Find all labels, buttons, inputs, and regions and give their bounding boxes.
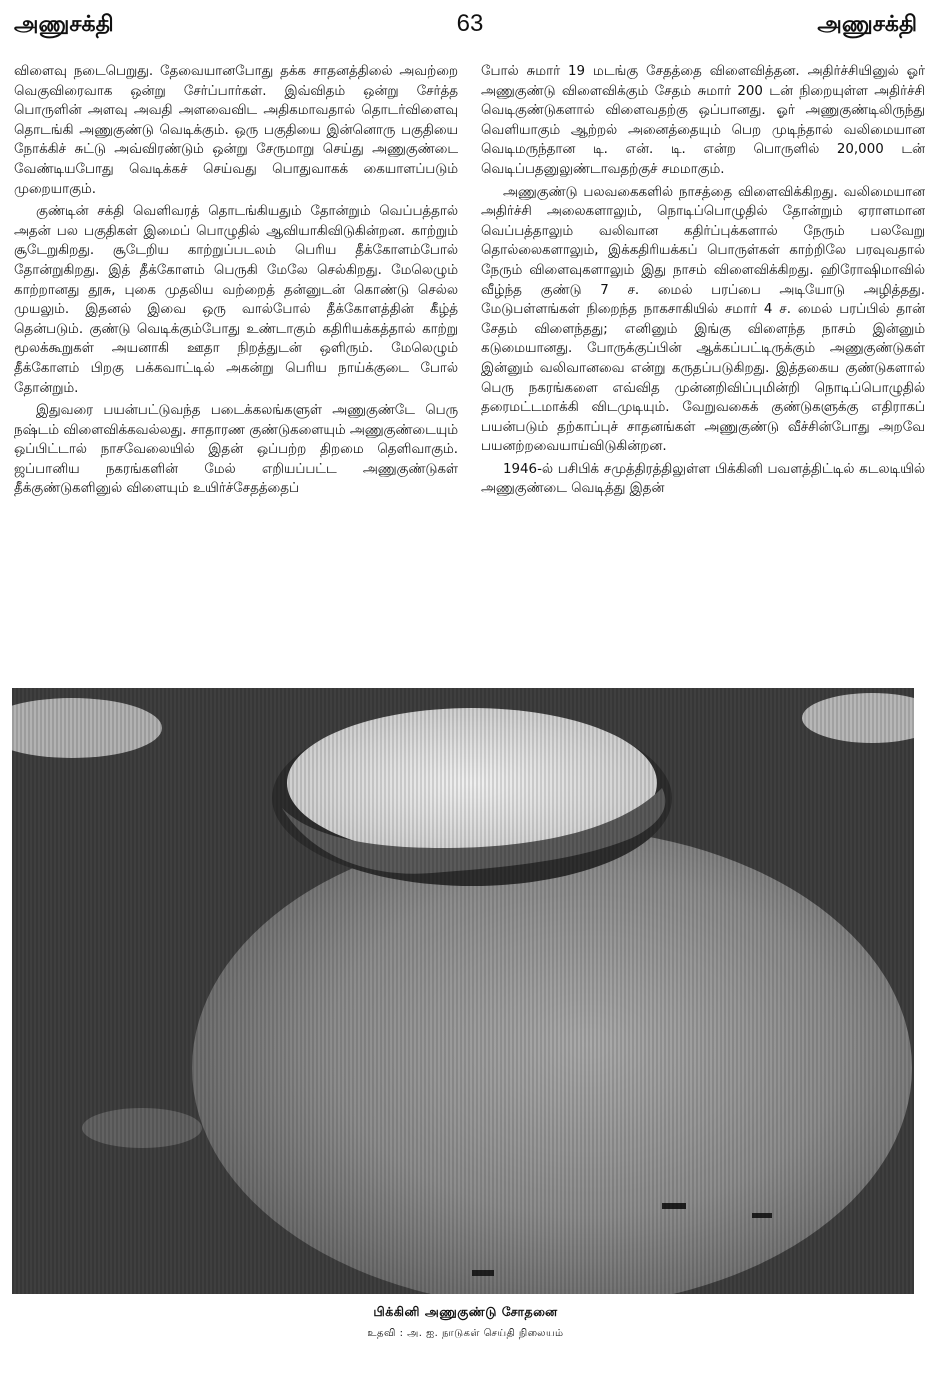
print-texture (12, 688, 914, 1294)
page-header (0, 0, 931, 60)
bikini-test-photo (12, 688, 914, 1294)
left-text-column (14, 62, 458, 667)
right-paragraph-3: 1946-ல் பசிபிக் சமுத்திரத்திலுள்ள பிக்கினி பவளத்திட்டில் கடலடியில் அணுகுண்டை வெடித்து இதன் (481, 461, 925, 497)
photo-illustration (12, 688, 914, 1294)
right-paragraph-2: அணுகுண்டு பலவகைகளில் நாசத்தை விளைவிக்கிறது. வலிமையான அதிர்ச்சி அலைகளாலும், நொடிப்பொழுதில் தோன்றும் ஏராளமான வெப்பத்தாலும் வலிவான கதிர்ப்புக்களால் நேரும் பலவேறு தொல்லைகளாலும், இக்கதிரியக்கப் பொருள்கள் காற்றிலே பரவுவதால் நேரும் விளைவுகளாலும் இது நாசம் விளைவிக்கிறது. ஹிரோஷிமாவில் வீழ்ந்த குண்டு 7 ச. மைல் பரப்பை அடியோடு அழித்தது. மேடுபள்ளங்கள் நிறைந்த நாகசாகியில் சமார் 4 ச. மைல் பரப்பில் தான் சேதம் விளைந்தது; எனினும் இங்கு விளைந்த நாசம் இன்னும் கடுமையானது. போருக்குப்பின் ஆக்கப்பட்டிருக்கும் அணுகுண்டுகள் இன்னும் வலிவானவை என்று கருதப்படுகிறது. இத்தகைய குண்டுகளால் பெரு நகரங்களை எவ்வித முன்னறிவிப்புமின்றி நொடிப்பொழுதில் தரைமட்டமாக்கி விடமுடியும். வேறுவகைக் குண்டுகளுக்கு எதிராகப் பயன்படும் தற்காப்புச் சாதனங்கள் அணுகுண்டு வீச்சின்போது அறவே பயனற்றவையாய்விடுகின்றன. (481, 184, 925, 455)
figure-credit: உதவி : அ. ஐ. நாடுகள் செய்தி நிலையம் (367, 1328, 564, 1339)
left-paragraph-2: குண்டின் சக்தி வெளிவரத் தொடங்கியதும் தோன்றும் வெப்பத்தால் அதன் பல பகுதிகள் இமைப் பொழுதில் ஆவியாகிவிடுகின்றன. காற்றும் சூடேறுகிறது. சூடேறிய காற்றுப்படலம் பெரிய தீக்கோளம்போல் தோன்றுகிறது. இத் தீக்கோளம் பெருகி மேலே செல்கிறது. மேலெழும் காற்றானது தூசு, புகை முதலிய வற்றைத் தன்னுடன் கொண்டு செல்ல முயலும். இதனல் இவை ஒரு வால்போல் தீக்கோளத்தின் கீழ்த் தென்படும். குண்டு வெடிக்கும்போது உண்டாகும் கதிரியக்கத்தால் காற்று மூலக்கூறுகள் அயனாகி ஊதா நிறத்துடன் ஒளிரும். மேலெழும் தீக்கோளம் பிறகு பக்கவாட்டில் அகன்று பெரிய நாய்க்குடை போல் தோன்றும். (14, 204, 458, 396)
page-number: 63 (456, 10, 484, 37)
left-paragraph-1: விளைவு நடைபெறுது. தேவையானபோது தக்க சாதனத்திலை் அவற்றை வெகுவிரைவாக ஒன்று சேர்ப்பார்கள். இவ்விதம் ஒன்று சேர்த்த பொருளின் அளவு அவதி அளவைவிட அதிகமாவதால் தொடர்விளைவு தொடங்கி அணுகுண்டு வெடிக்கும். ஒரு பகுதியை இன்னொரு பகுதியை நோக்கிச் சுட்டு அவ்விரண்டும் ஒன்று சேருமாறு செய்து அணுகுண்டை வேண்டியபோது வெடிக்கச் செய்வது பொதுவாகக் கையாளப்படும் முறையாகும். (14, 64, 458, 197)
right-paragraph-1: போல் சுமார் 19 மடங்கு சேதத்தை விளைவித்தன. அதிர்ச்சியினுல் ஓர் அணுகுண்டு விளைவிக்கும் சேதம் சுமார் 200 டன் நிறையுள்ள அதிர்ச்சி வெடிகுண்டுகளால் விளைவதற்கு ஒப்பானது. ஓர் அணுகுண்டிலிருந்து வெளியாகும் ஆற்றல் அனைத்தையும் பெற முடிந்தால் வலிமையான வெடிமருந்தான டி. என். டி. என்ற பொருளில் 20,000 டன் வெடிப்பதனுலுண்டாவதற்குச் சமமாகும். (481, 64, 925, 177)
left-paragraph-3: இதுவரை பயன்பட்டுவந்த படைக்கலங்களுள் அணுகுண்டே பெரு நஷ்டம் விளைவிக்கவல்லது. சாதாரண குண்டுகளையும் அணுகுண்டையும் ஒப்பிட்டால் நாசவேலையில் இதன் ஒப்பற்ற திறமை தெளிவாகும். ஜப்பானிய நகரங்களின் மேல் எறியப்பட்ட அணுகுண்டுகள் தீக்குண்டுகளினுல் விளையும் உயிர்ச்சேதத்தைப் (14, 403, 458, 497)
right-text-column (481, 62, 925, 667)
figure-caption: பிக்கினி அணுகுண்டு சோதனை (373, 1304, 558, 1319)
running-title-right: அணுசக்தி (817, 12, 917, 37)
running-title-left: அணுசக்தி (14, 12, 114, 37)
